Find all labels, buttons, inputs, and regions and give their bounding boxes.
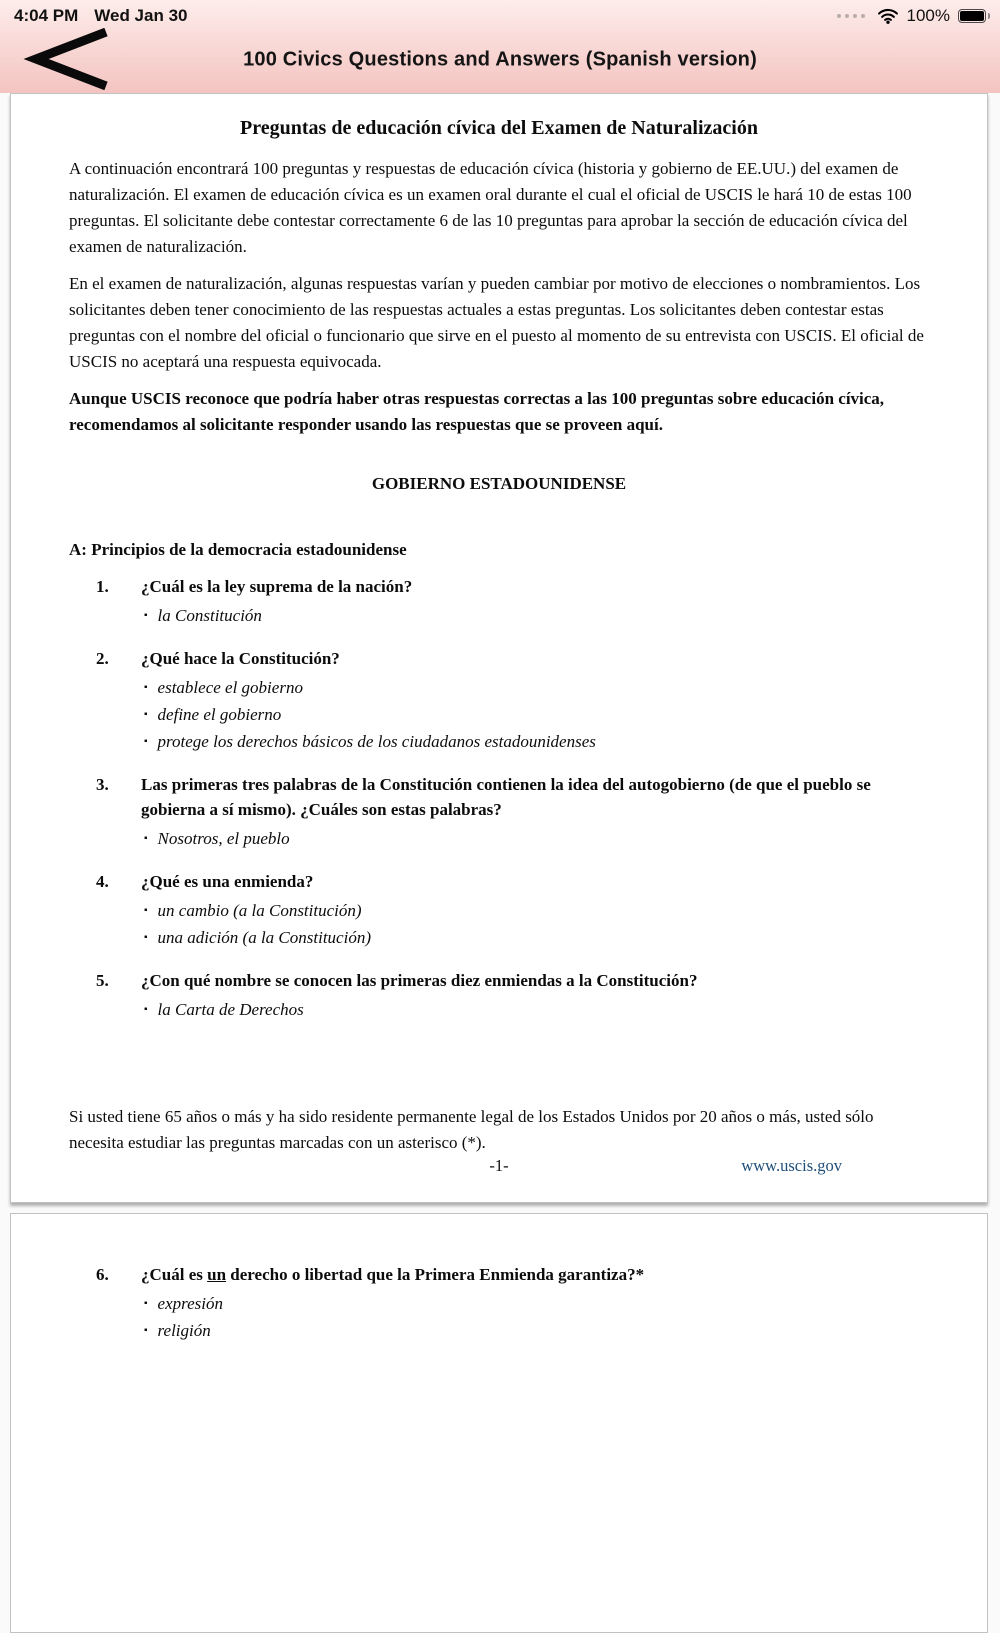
page-footer — [69, 1156, 929, 1180]
question-number: 2. — [96, 649, 109, 668]
answer-text: define el gobierno — [157, 705, 282, 724]
subsection-heading: A: Principios de la democracia estadounidense — [69, 540, 407, 559]
answer-item — [144, 1319, 929, 1346]
answer-text: Nosotros, el pueblo — [157, 829, 290, 848]
pdf-page-2 — [10, 1213, 988, 1633]
asterisk-footnote: Si usted tiene 65 años o más y ha sido residente permanente legal de los Estados Unidos por 20 años o más, usted sólo necesita estudiar las preguntas marcadas con un asterisco (*). — [69, 1107, 874, 1152]
question-number: 6. — [96, 1265, 109, 1284]
bullet-icon: ▪ — [144, 610, 148, 621]
answer-text: una adición (a la Constitución) — [157, 928, 371, 947]
wifi-icon — [877, 8, 899, 24]
answer-item — [144, 899, 929, 926]
bullet-icon: ▪ — [144, 709, 148, 720]
answer-item — [144, 1292, 929, 1319]
battery-percent: 100% — [906, 5, 950, 25]
question-item-4 — [69, 869, 929, 959]
question-item-2 — [69, 646, 929, 763]
intro-paragraph-bold: Aunque USCIS reconoce que podría haber otras respuestas correctas a las 100 preguntas sobre educación cívica, recomendamos al solicitante responder usando las respuestas que se proveen aquí. — [69, 389, 885, 434]
answer-text: establece el gobierno — [157, 678, 303, 697]
answer-item — [144, 998, 929, 1025]
section-heading: GOBIERNO ESTADOUNIDENSE — [371, 474, 627, 493]
status-date: Wed Jan 30 — [94, 5, 188, 25]
question-number: 3. — [96, 775, 109, 794]
question-item-6 — [69, 1262, 929, 1352]
pdf-page-1 — [10, 93, 988, 1203]
bullet-icon: ▪ — [144, 682, 148, 693]
question-number: 5. — [96, 971, 109, 990]
bullet-icon: ▪ — [144, 1325, 148, 1336]
question-number: 4. — [96, 872, 109, 891]
uscis-link[interactable]: www.uscis.gov — [741, 1156, 842, 1175]
question-item-3 — [69, 772, 929, 860]
document-scroll-area[interactable] — [0, 93, 1000, 1340]
question-number: 1. — [96, 577, 109, 596]
answer-item — [144, 827, 929, 854]
answer-text: religión — [157, 1321, 211, 1340]
answer-text: un cambio (a la Constitución) — [157, 901, 362, 920]
bullet-icon: ▪ — [144, 1004, 148, 1015]
question-text: ¿Cuál es un derecho o libertad que la Primera Enmienda garantiza?* — [141, 1265, 645, 1284]
answer-item — [144, 604, 929, 631]
answer-item — [144, 926, 929, 953]
question-item-1 — [69, 574, 929, 637]
status-bar — [0, 0, 1000, 28]
bullet-icon: ▪ — [144, 932, 148, 943]
question-item-5 — [69, 968, 929, 1031]
nav-bar — [0, 28, 1000, 93]
question-text: ¿Qué es una enmienda? — [141, 872, 314, 891]
answer-text: la Constitución — [157, 606, 262, 625]
bullet-icon: ▪ — [144, 905, 148, 916]
question-text: ¿Qué hace la Constitución? — [141, 649, 340, 668]
nav-title: 100 Civics Questions and Answers (Spanish version) — [243, 48, 757, 71]
answer-item — [144, 730, 929, 757]
intro-paragraph-1: A continuación encontrará 100 preguntas y respuestas de educación cívica (historia y gobierno de EE.UU.) del examen de naturalización. El examen de educación cívica es un examen oral durante el cual el oficial de USCIS le hará 10 de estas 100 preguntas. El solicitante debe contestar correctamente 6 de las 10 preguntas para aprobar la sección de educación cívica del examen de naturalización. — [69, 159, 912, 256]
status-time: 4:04 PM — [14, 5, 79, 25]
document-title: Preguntas de educación cívica del Examen de Naturalización — [240, 117, 758, 139]
page-number: -1- — [489, 1156, 509, 1175]
question-text: ¿Cuál es la ley suprema de la nación? — [141, 577, 413, 596]
bullet-icon: ▪ — [144, 833, 148, 844]
underlined-word: un — [207, 1265, 227, 1284]
answer-text: protege los derechos básicos de los ciudadanos estadounidenses — [157, 732, 596, 751]
battery-icon — [958, 9, 986, 23]
intro-paragraph-2: En el examen de naturalización, algunas respuestas varían y pueden cambiar por motivo de elecciones o nombramientos. Los solicitantes deben tener conocimiento de las respuestas actuales a estas preguntas. Los solicitantes deben contestar estas preguntas con el nombre del oficial o funcionario que sirve en el puesto al momento de su entrevista con USCIS. El oficial de USCIS no aceptará una respuesta equivocada. — [69, 274, 924, 371]
answer-text: la Carta de Derechos — [157, 1000, 304, 1019]
question-text: ¿Con qué nombre se conocen las primeras diez enmiendas a la Constitución? — [141, 971, 698, 990]
answer-text: expresión — [157, 1294, 224, 1313]
bullet-icon: ▪ — [144, 1298, 148, 1309]
cellular-signal-icon — [837, 14, 865, 18]
bullet-icon: ▪ — [144, 736, 148, 747]
app-header — [0, 0, 1000, 93]
answer-item — [144, 676, 929, 703]
question-text: Las primeras tres palabras de la Constitución contienen la idea del autogobierno (de que el pueblo se gobierna a sí mismo). ¿Cuáles son estas palabras? — [141, 775, 871, 819]
answer-item — [144, 703, 929, 730]
